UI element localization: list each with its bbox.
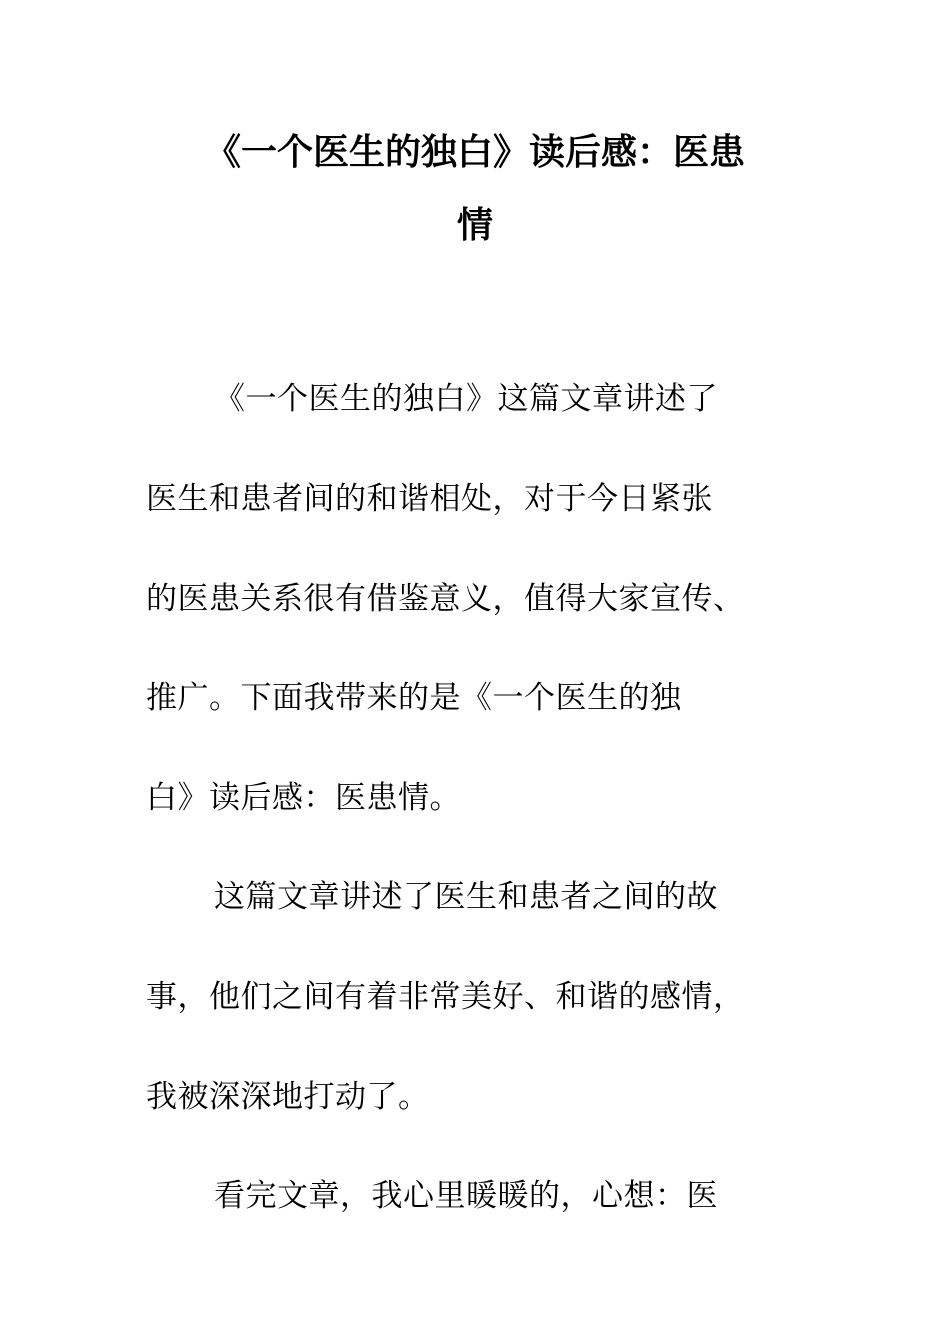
paragraph-1-line-4: 推广。下面我带来的是《一个医生的独 <box>146 680 682 716</box>
paragraph-2-line-3: 我被深深地打动了。 <box>146 1079 430 1115</box>
paragraph-2-line-1: 这篇文章讲述了医生和患者之间的故 <box>214 879 718 915</box>
document-title-line-1: 《一个医生的独白》读后感：医患 <box>204 132 745 173</box>
paragraph-1-line-1: 《一个医生的独白》这篇文章讲述了 <box>214 381 718 417</box>
paragraph-1-line-3: 的医患关系很有借鉴意义，值得大家宣传、 <box>146 581 745 617</box>
paragraph-3-line-1: 看完文章，我心里暖暖的，心想：医 <box>214 1178 718 1214</box>
paragraph-1-line-2: 医生和患者间的和谐相处，对于今日紧张 <box>146 481 713 517</box>
document-title-line-2: 情 <box>456 205 493 246</box>
paragraph-2-line-2: 事，他们之间有着非常美好、和谐的感情， <box>146 979 745 1015</box>
paragraph-1-line-5: 白》读后感：医患情。 <box>146 780 461 816</box>
